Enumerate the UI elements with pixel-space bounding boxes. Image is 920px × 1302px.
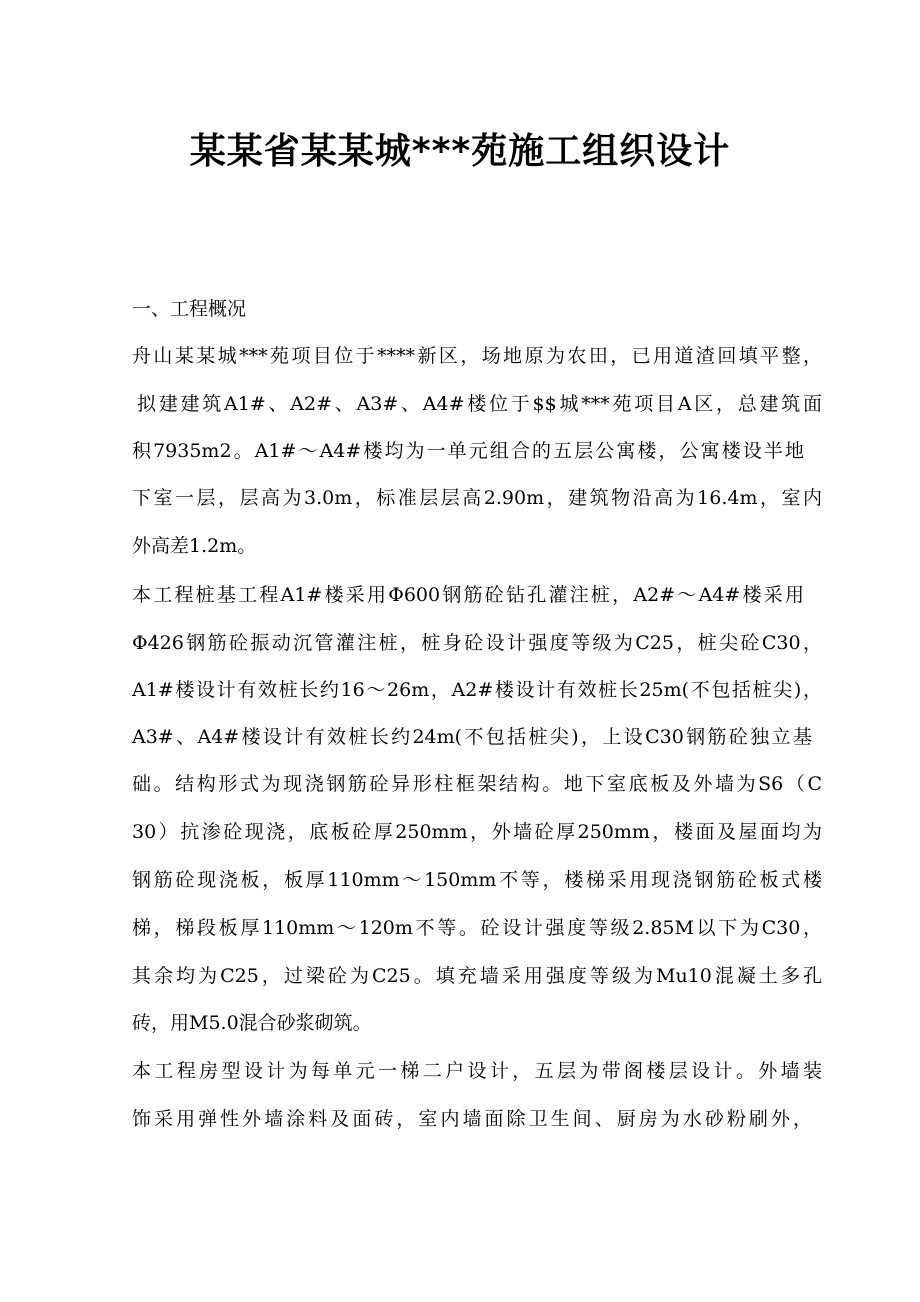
body-line: 拟建建筑A1#、A2#、A3#、A4#楼位于$$城***苑项目A区，总建筑面 bbox=[137, 393, 822, 415]
body-line: 外高差1.2m。 bbox=[132, 535, 257, 557]
body-line: 舟山某某城***苑项目位于****新区，场地原为农田，已用道渣回填平整， bbox=[132, 345, 822, 367]
body-line: A3#、A4#楼设计有效桩长约24m(不包括桩尖)，上设C30钢筋砼独立基 bbox=[132, 726, 812, 748]
body-line: 砖，用M5.0混合砂浆砌筑。 bbox=[132, 1012, 372, 1034]
section-heading: 一、工程概况 bbox=[132, 298, 247, 320]
body-line: A1#楼设计有效桩长约16～26m，A2#楼设计有效桩长25m(不包括桩尖)， bbox=[132, 679, 822, 701]
document-title: 某某省某某城***苑施工组织设计 bbox=[189, 131, 731, 172]
body-line: 30）抗渗砼现浇，底板砼厚250mm，外墙砼厚250mm，楼面及屋面均为 bbox=[132, 821, 822, 843]
body-line: 其余均为C25，过梁砼为C25。填充墙采用强度等级为Mu10混凝土多孔 bbox=[132, 965, 822, 987]
body-line: 钢筋砼现浇板，板厚110mm～150mm不等，楼梯采用现浇钢筋砼板式楼 bbox=[132, 869, 822, 891]
body-line: 积7935m2。A1#～A4#楼均为一单元组合的五层公寓楼，公寓楼设半地 bbox=[132, 440, 804, 462]
body-line: Φ426钢筋砼振动沉管灌注桩，桩身砼设计强度等级为C25，桩尖砼C30， bbox=[132, 632, 822, 654]
body-line: 饰采用弹性外墙涂料及面砖，室内墙面除卫生间、厨房为水砂粉刷外， bbox=[132, 1108, 812, 1130]
body-line: 梯，梯段板厚110mm～120m不等。砼设计强度等级2.85M以下为C30， bbox=[132, 917, 822, 939]
body-line: 本工程房型设计为每单元一梯二户设计，五层为带阁楼层设计。外墙装 bbox=[132, 1060, 822, 1082]
body-line: 础。结构形式为现浇钢筋砼异形柱框架结构。地下室底板及外墙为S6（C bbox=[132, 773, 822, 795]
body-line: 本工程桩基工程A1#楼采用Φ600钢筋砼钻孔灌注桩，A2#～A4#楼采用 bbox=[132, 584, 804, 606]
body-line: 下室一层，层高为3.0m，标准层层高2.90m，建筑物沿高为16.4m，室内 bbox=[132, 487, 822, 509]
